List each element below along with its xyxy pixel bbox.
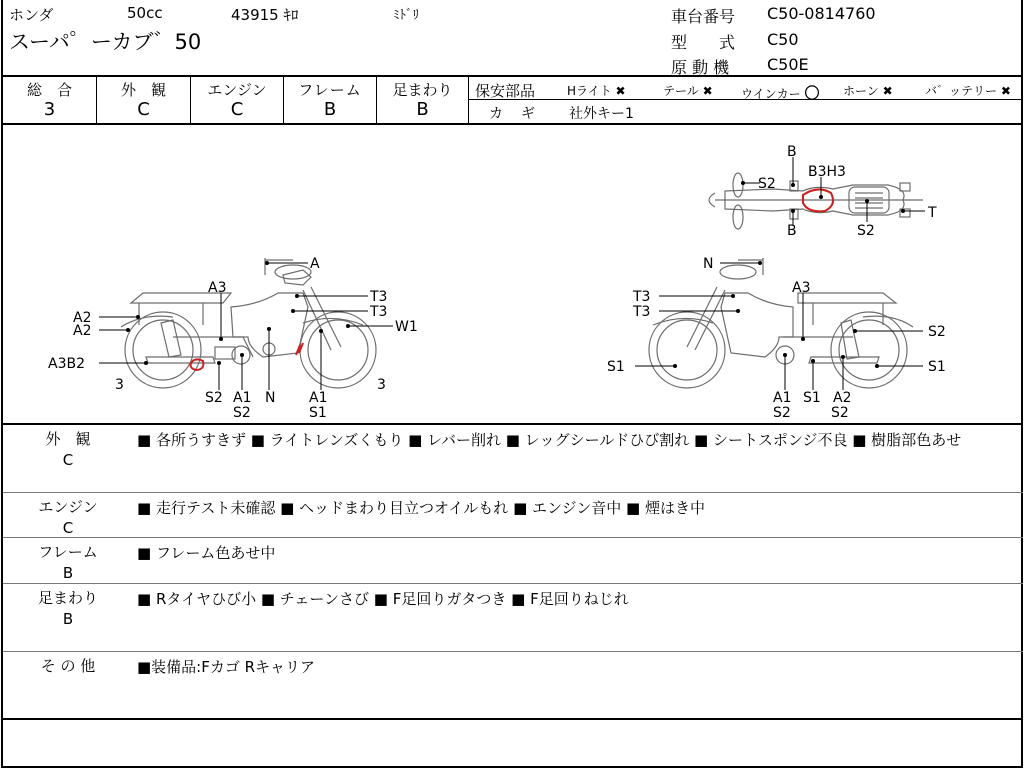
label-left-a2b: A2 bbox=[73, 323, 92, 339]
damage-diagram bbox=[3, 125, 1023, 425]
comment-label-exterior: 外 観 C bbox=[13, 429, 123, 471]
label-right-s1b: S1 bbox=[928, 359, 946, 375]
comment-text-exterior: ■ 各所うすきず ■ ライトレンズくもり ■ レバー削れ ■ レッグシールドひび割れ ■ シートスポンジ不良 ■ 樹脂部色あせ bbox=[137, 431, 962, 449]
label-right-a1: A1 bbox=[773, 390, 792, 406]
damage-mark-left-step bbox=[191, 359, 204, 370]
label-right-t3a: T3 bbox=[633, 289, 651, 305]
left-view-sketch bbox=[121, 258, 376, 388]
damage-marks bbox=[191, 189, 833, 370]
comment-row-other bbox=[3, 652, 1023, 720]
grade-suspension-value: B bbox=[416, 99, 429, 120]
label-top-b-upper: B bbox=[787, 144, 797, 160]
comment-text-other: ■装備品:Fカゴ Rキャリア bbox=[137, 658, 316, 676]
model-type-value: C50 bbox=[767, 30, 799, 49]
mileage: 43915 ｷﾛ bbox=[231, 6, 299, 24]
label-left-n: N bbox=[265, 390, 276, 406]
comment-row-exterior bbox=[3, 425, 1023, 493]
comment-grade-frame: B bbox=[62, 564, 74, 582]
key-row bbox=[469, 100, 1023, 123]
grade-frame bbox=[284, 77, 377, 123]
safety-parts-row bbox=[469, 77, 1023, 100]
grade-frame-value: B bbox=[323, 99, 337, 120]
displacement: 50cc bbox=[127, 4, 163, 22]
label-left-a3: A3 bbox=[208, 280, 227, 296]
leader-lines bbox=[99, 157, 925, 390]
body-color: ﾐﾄﾞﾘ bbox=[393, 8, 419, 23]
model-type-label: 型 式 bbox=[671, 33, 736, 52]
safety-item-battery: バ゛ッテリー ✖ bbox=[925, 84, 1011, 98]
label-left-s1: S1 bbox=[309, 405, 327, 421]
grade-suspension bbox=[377, 77, 469, 123]
comment-text-engine: ■ 走行テスト未確認 ■ ヘッドまわり目立つオイルもれ ■ エンジン音中 ■ 煙はき中 bbox=[137, 499, 705, 517]
safety-parts bbox=[469, 77, 1023, 123]
grades-row bbox=[3, 77, 1023, 125]
label-left-a3b2: A3B2 bbox=[48, 356, 85, 372]
key-value: 社外キー1 bbox=[569, 106, 634, 122]
comment-grade-suspension: B bbox=[62, 610, 74, 628]
engine-code-value: C50E bbox=[767, 55, 809, 74]
grade-exterior-label: 外 観 bbox=[120, 81, 166, 99]
comment-row-engine bbox=[3, 493, 1023, 538]
grade-frame-label: フレーム bbox=[298, 81, 362, 99]
label-left-a2a: A2 bbox=[73, 310, 92, 326]
label-left-3a: 3 bbox=[115, 377, 124, 393]
engine-code-label: 原 動 機 bbox=[671, 58, 730, 77]
comment-text-suspension: ■ Rタイヤひび小 ■ チェーンさび ■ F足回りガタつき ■ F足回りねじれ bbox=[137, 590, 629, 608]
label-top-t: T bbox=[928, 205, 937, 221]
label-right-t3b: T3 bbox=[633, 304, 651, 320]
label-right-s2b: S2 bbox=[773, 405, 791, 421]
label-right-n: N bbox=[703, 256, 714, 272]
grade-total-label: 総 合 bbox=[26, 81, 72, 99]
comment-label-suspension: 足まわり B bbox=[13, 588, 123, 630]
label-right-s1c: S1 bbox=[803, 390, 821, 406]
grade-exterior bbox=[97, 77, 191, 123]
vehicle-header bbox=[3, 0, 1023, 77]
label-left-t3a: T3 bbox=[370, 289, 388, 305]
grade-total-value: 3 bbox=[43, 99, 56, 120]
key-label: カギ bbox=[489, 106, 553, 122]
label-top-b-lower: B bbox=[787, 223, 797, 239]
safety-item-taillight: テール ✖ bbox=[663, 84, 713, 98]
leader-dots bbox=[126, 181, 905, 368]
label-right-a3: A3 bbox=[792, 280, 811, 296]
label-left-s2a: S2 bbox=[205, 390, 223, 406]
chassis-number-label: 車台番号 bbox=[671, 7, 736, 26]
label-top-b3h3: B3H3 bbox=[808, 164, 846, 180]
label-right-s2c: S2 bbox=[831, 405, 849, 421]
safety-item-horn: ホーン ✖ bbox=[843, 84, 893, 98]
label-left-w1: W1 bbox=[395, 319, 418, 335]
label-left-t3b: T3 bbox=[370, 304, 388, 320]
grade-total bbox=[3, 77, 97, 123]
label-left-3b: 3 bbox=[377, 377, 386, 393]
comment-row-suspension bbox=[3, 584, 1023, 652]
label-left-s2b: S2 bbox=[233, 405, 251, 421]
label-right-s1a: S1 bbox=[607, 359, 625, 375]
comment-text-frame: ■ フレーム色あせ中 bbox=[137, 544, 276, 562]
label-left-a1b: A1 bbox=[309, 390, 328, 406]
grade-exterior-value: C bbox=[137, 99, 150, 120]
right-view-sketch bbox=[649, 258, 913, 388]
label-right-s2: S2 bbox=[928, 324, 946, 340]
motorcycle-sketch bbox=[3, 125, 1023, 425]
top-view-sketch bbox=[709, 173, 923, 229]
safety-item-winker: ウインカー 〇 bbox=[741, 84, 820, 102]
comment-grade-exterior: C bbox=[62, 451, 74, 469]
comment-row-frame bbox=[3, 538, 1023, 584]
label-top-s2-right: S2 bbox=[857, 223, 875, 239]
safety-item-headlight: Hライト ✖ bbox=[567, 84, 626, 98]
comment-label-frame: フレーム B bbox=[13, 542, 123, 584]
grade-engine-label: エンジン bbox=[207, 81, 267, 99]
comment-grade-engine: C bbox=[62, 519, 74, 537]
safety-parts-label: 保安部品 bbox=[475, 82, 536, 100]
comment-label-other: そ の 他 bbox=[40, 657, 96, 675]
model-name: スーパ゜ーカブ゛50 bbox=[9, 30, 202, 54]
grade-engine bbox=[191, 77, 284, 123]
label-top-s2-left: S2 bbox=[758, 176, 776, 192]
grade-engine-value: C bbox=[230, 99, 244, 120]
label-left-a: A bbox=[310, 256, 320, 272]
inspection-sheet bbox=[1, 0, 1023, 768]
chassis-number-value: C50-0814760 bbox=[767, 4, 876, 23]
maker-name: ホンダ bbox=[9, 6, 54, 24]
blank-area bbox=[3, 720, 1023, 768]
label-left-a1a: A1 bbox=[233, 390, 252, 406]
comment-label-engine: エンジン C bbox=[13, 497, 123, 539]
grade-suspension-label: 足まわり bbox=[392, 81, 453, 99]
label-right-a2: A2 bbox=[833, 390, 852, 406]
